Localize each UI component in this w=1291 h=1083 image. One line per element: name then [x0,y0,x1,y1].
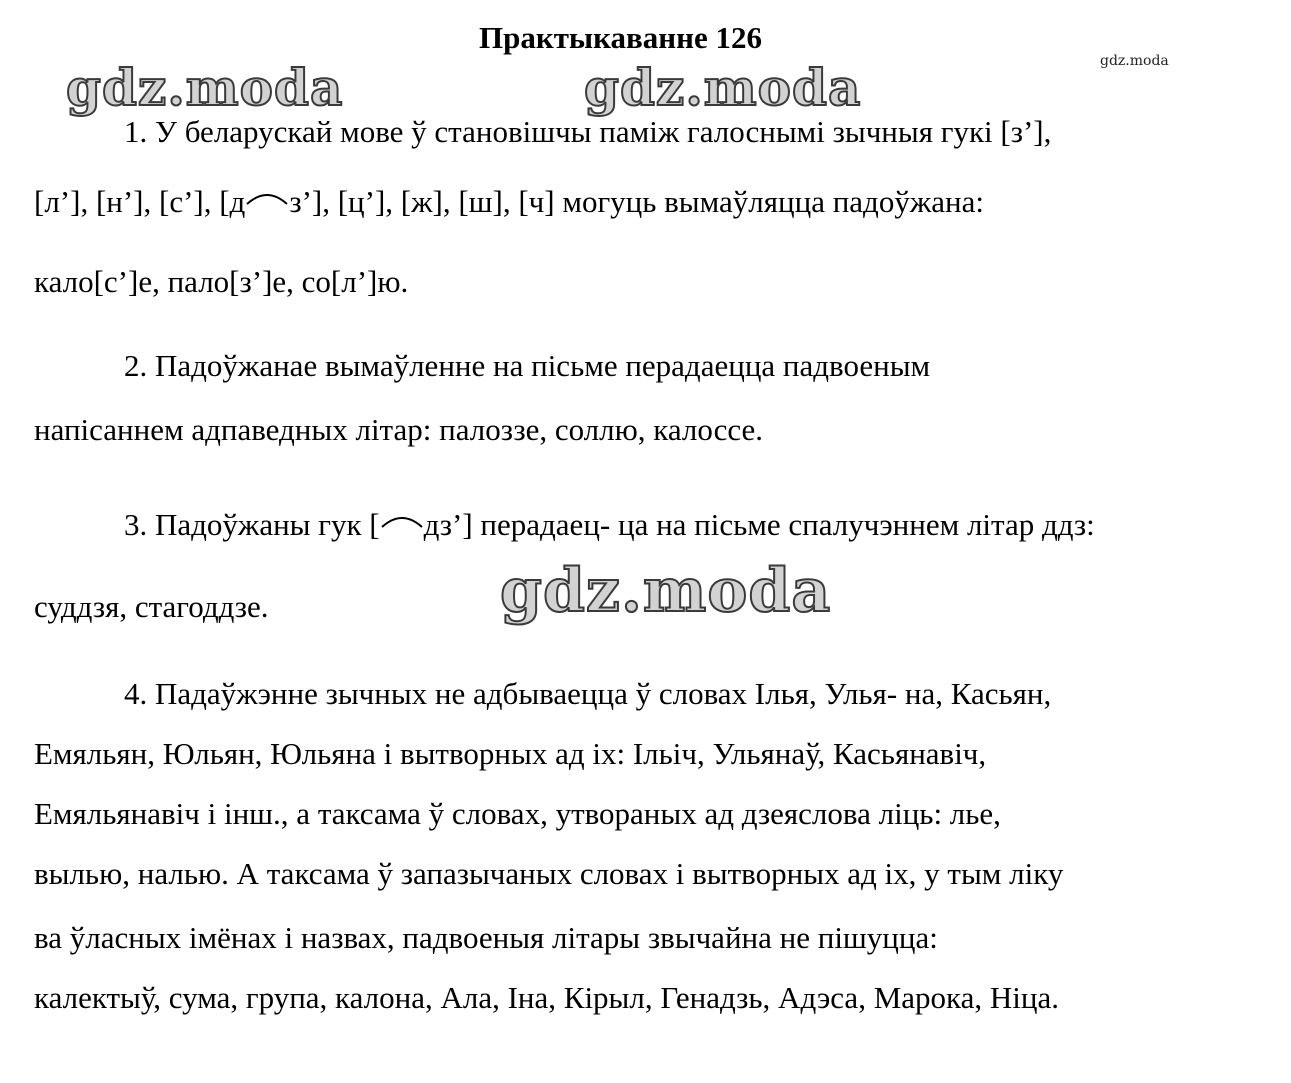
para3-line1 [124,505,1095,545]
para1-line1: 1. У беларускай мове ў становішчы паміж галоснымі зычныя гукі [з’], [124,114,1052,149]
tie-arc-icon [245,184,289,206]
para1-line2 [34,182,984,222]
para4-line1: 4. Падаўжэнне зычных не адбываецца ў словах Ілья, Улья- на, Касьян, [124,676,1052,711]
para3-line2: суддзя, стагоддзе. [34,589,269,624]
para2-line2: напісаннем адпаведных літар: палоззе, соллю, калоссе. [34,412,764,447]
watermark-logo-small: gdz.moda [1100,53,1169,69]
para4-line3: Емяльянавіч і інш., а таксама ў словах, утвораных ад дзеяслова ліць: лье, [34,796,1001,831]
para1-line3: кало[с’]е, пало[з’]е, со[л’]ю. [34,264,409,299]
para4-line2: Емяльян, Юльян, Юльяна і вытворных ад іх: Ільіч, Ульянаў, Касьянавіч, [34,736,987,771]
para4-line4: вылью, налью. А таксама ў запазычаных словах і вытворных ад іх, у тым ліку [34,856,1064,891]
para2-line1: 2. Падоўжанае вымаўленне на пісьме перадаецца падвоеным [124,348,931,383]
para4-line5: ва ўласных імёнах і назвах, падвоеныя літары звычайна не пішуцца: [34,920,938,955]
watermark-logo-large: gdz.moda [500,556,832,626]
para3-line1-end: дз’] перадаец- ца на пісьме спалучэннем літар ддз: [423,507,1095,542]
page-title: Практыкаванне 126 [478,20,762,55]
watermark-logo-center: gdz.moda [584,58,862,117]
para4-line6: калектыў, сума, група, калона, Ала, Іна, Кірыл, Генадзь, Адэса, Марока, Ніца. [34,980,1059,1015]
para1-line2-end: з’], [ц’], [ж], [ш], [ч] могуць вымаўляцца падоўжана: [289,184,984,219]
para3-line1-start: 3. Падоўжаны гук [ [124,507,380,542]
para1-line2-start: [л’], [н’], [с’], [д [34,184,246,219]
watermark-logo-left: gdz.moda [66,58,344,117]
tie-arc-icon [380,507,424,529]
